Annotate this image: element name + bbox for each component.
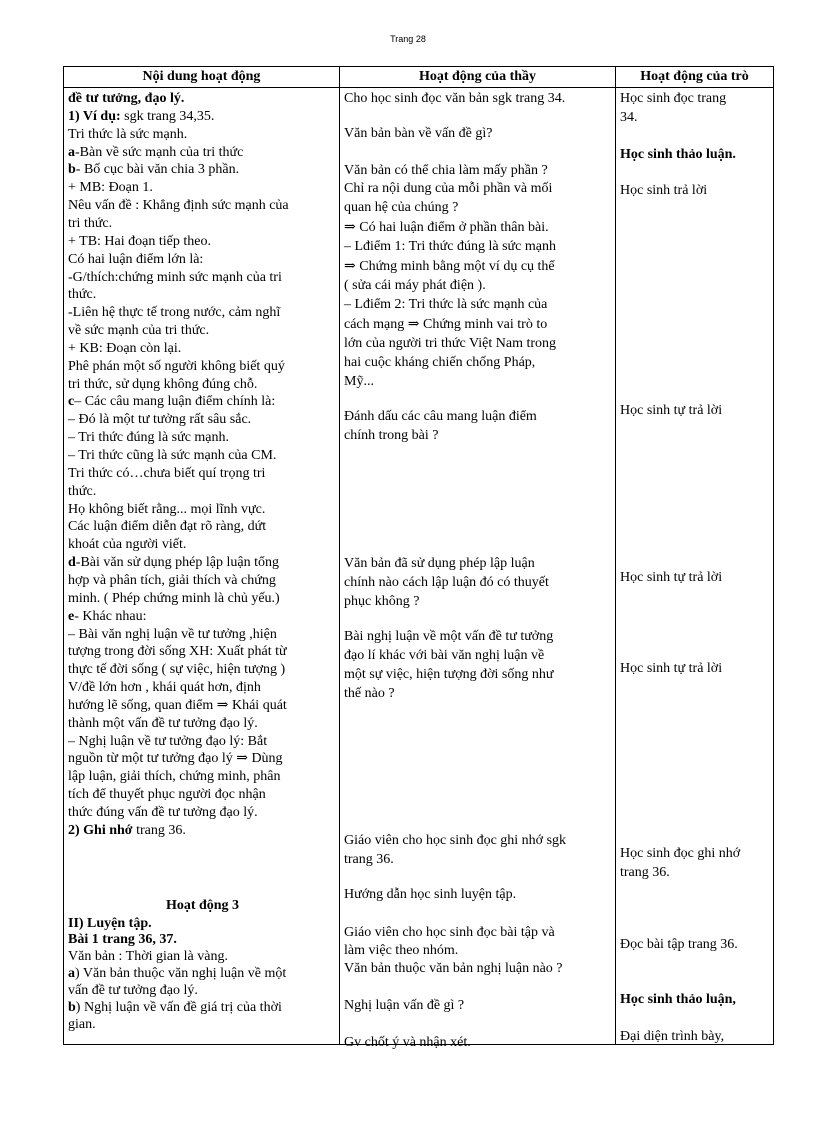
col2-line xyxy=(344,259,613,276)
line-text: – Tri thức đúng là sức mạnh. xyxy=(68,430,230,446)
line-text: Văn bản đã sử dụng phép lập luận xyxy=(344,556,535,571)
line-text: ⇒ Chứng minh bằng một ví dụ cụ thể xyxy=(344,259,555,274)
line-text: Học sinh đọc ghi nhớ xyxy=(620,846,741,861)
col2-line xyxy=(344,852,613,869)
col1-line xyxy=(68,805,337,822)
line-text: – Bài văn nghị luận về tư tưởng ,hiện xyxy=(68,626,277,642)
col2-line xyxy=(344,91,613,108)
col1-line xyxy=(68,287,337,304)
line-text: c xyxy=(68,394,75,410)
col1-line xyxy=(68,591,337,608)
line-text: 1) Ví dụ: xyxy=(68,108,121,124)
col2-line xyxy=(344,428,613,445)
line-text: Học sinh tự trả lời xyxy=(620,661,723,676)
col2-line xyxy=(344,556,613,573)
line-text: Giáo viên cho học sinh đọc bài tập và xyxy=(344,925,555,940)
line-text: – Nghị luận về tư tưởng đạo lý: Bắt xyxy=(68,733,268,749)
line-text: đạo lí khác với bài văn nghị luận về xyxy=(344,648,545,663)
line-text: Học sinh tự trả lời xyxy=(620,403,723,418)
line-text-rest: -Bàn về sức mạnh của tri thức xyxy=(75,144,244,160)
line-text: tri thức. xyxy=(68,215,113,231)
line-text: Hoạt động 3 xyxy=(165,898,240,913)
line-text: tri thức, sử dụng không đúng chỗ. xyxy=(68,376,258,392)
line-text: Cho học sinh đọc văn bản sgk trang 34. xyxy=(344,91,566,106)
col1-line xyxy=(68,734,337,751)
col2-line xyxy=(344,220,613,237)
line-text: lớn của người tri thức Việt Nam trong xyxy=(344,336,557,351)
col1-line xyxy=(68,430,337,447)
col1-line xyxy=(68,537,337,554)
line-text: Đại diện trình bày, xyxy=(620,1029,725,1044)
col1-line xyxy=(68,1000,337,1017)
col1-line xyxy=(68,270,337,287)
line-text: thức đúng vấn đề tư tưởng đạo lý. xyxy=(68,805,258,820)
col1-line xyxy=(68,91,337,108)
line-text: thành một vấn đề tư tưởng đạo lý. xyxy=(68,715,258,731)
line-text: – Lđiểm 1: Tri thức đúng là sức mạnh xyxy=(344,239,556,254)
header-student: Hoạt động của trò xyxy=(616,67,774,88)
col1-line xyxy=(68,145,337,162)
col1-line xyxy=(68,377,337,394)
line-text: + TB: Hai đoạn tiếp theo. xyxy=(68,233,211,249)
line-text-rest: trang 36. xyxy=(132,822,186,838)
line-text: Bài nghị luận về một vấn đề tư tưởng xyxy=(344,629,554,644)
col1-line xyxy=(68,394,337,411)
line-text: đề tư tưởng, đạo lý. xyxy=(68,91,185,106)
line-text: b xyxy=(68,1000,76,1015)
col2-line xyxy=(344,943,613,960)
col1-line xyxy=(68,1017,337,1034)
line-text: hai cuộc kháng chiến chống Pháp, xyxy=(344,355,536,370)
col1-line xyxy=(68,323,337,340)
line-text: V/đề lớn hơn , khái quát hơn, định xyxy=(68,680,261,696)
col2-line xyxy=(344,126,613,143)
col3-line xyxy=(620,661,771,678)
col2-line xyxy=(344,181,613,198)
line-text-rest: sgk trang 34,35. xyxy=(120,108,215,124)
line-text: thức. xyxy=(68,287,97,303)
line-text: Chỉ ra nội dung của mỗi phần và mối xyxy=(344,181,553,196)
line-text: e xyxy=(68,608,75,624)
line-text: -G/thích:chứng minh sức mạnh của tri xyxy=(68,269,282,285)
col1-line xyxy=(68,359,337,376)
col2-line xyxy=(344,163,613,180)
col1-line xyxy=(68,823,337,840)
line-text: thực tế đời sống ( sự việc, hiện tượng ) xyxy=(68,662,286,678)
line-text-rest: - Khác nhau: xyxy=(74,608,147,624)
line-text: Nêu vấn đề : Khẳng định sức mạnh của xyxy=(68,198,289,214)
line-text: thế nào ? xyxy=(344,686,395,701)
col2-line xyxy=(344,887,613,904)
line-text: d xyxy=(68,555,76,571)
line-text: + MB: Đoạn 1. xyxy=(68,180,153,196)
col1-line xyxy=(68,341,337,358)
col3-line xyxy=(620,1029,771,1046)
col1-line xyxy=(68,162,337,179)
col3-line xyxy=(620,865,771,882)
line-text: trang 36. xyxy=(620,865,670,880)
col1-line xyxy=(68,627,337,644)
line-text: Bài 1 trang 36, 37. xyxy=(68,932,177,947)
line-text: khoát của người viết. xyxy=(68,537,187,553)
col1-line xyxy=(68,698,337,715)
line-text-rest: ) Văn bản thuộc văn nghị luận về một xyxy=(75,966,287,981)
line-text: II) Luyện tập. xyxy=(68,916,152,931)
col1-line xyxy=(68,484,337,501)
table-header-row xyxy=(64,67,774,88)
student-column xyxy=(616,88,774,1045)
line-text: chính nào cách lập luận đó có thuyết xyxy=(344,575,549,590)
col1-line xyxy=(68,983,337,1000)
line-text: vấn đề tư tưởng đạo lý. xyxy=(68,983,198,998)
col3-line xyxy=(620,992,771,1009)
line-text-rest: ) Nghị luận về vấn đề giá trị của thời xyxy=(75,1000,282,1015)
col1-line xyxy=(68,898,337,915)
line-text: chính trong bài ? xyxy=(344,428,439,443)
line-text: Nghị luận vấn đề gì ? xyxy=(344,998,465,1013)
line-text: ⇒ Có hai luận điểm ở phần thân bài. xyxy=(344,220,549,235)
col1-line xyxy=(68,216,337,233)
line-text: – Đó là một tư tưởng rất sâu sắc. xyxy=(68,412,252,428)
line-text: minh. ( Phép chứng minh là chủ yếu.) xyxy=(68,590,280,606)
col1-line xyxy=(68,662,337,679)
line-text-rest: -Bài văn sử dụng phép lập luận tổng xyxy=(75,555,279,571)
table-row xyxy=(64,88,774,1045)
lesson-table xyxy=(63,66,774,1050)
line-text: Họ không biết rằng... mọi lĩnh vực. xyxy=(68,501,266,517)
col3-line xyxy=(620,403,771,420)
col2-line xyxy=(344,594,613,611)
line-text: Mỹ... xyxy=(344,374,374,389)
col1-line xyxy=(68,644,337,661)
line-text: thức. xyxy=(68,483,97,499)
col3-line xyxy=(620,147,771,164)
line-text: Có hai luận điểm lớn là: xyxy=(68,251,204,267)
col1-line xyxy=(68,198,337,215)
page-header: Trang 28 xyxy=(390,34,426,44)
col1-line xyxy=(68,519,337,536)
col1-line xyxy=(68,932,337,949)
line-text: a xyxy=(68,144,75,160)
col3-line xyxy=(620,110,771,127)
col1-line xyxy=(68,680,337,697)
col1-line xyxy=(68,787,337,804)
line-text: gian. xyxy=(68,1017,96,1032)
line-text-rest: – Các câu mang luận điểm chính là: xyxy=(74,394,276,410)
col1-line xyxy=(68,769,337,786)
col2-line xyxy=(344,317,613,334)
line-text: nguồn từ một tư tưởng đạo lý ⇒ Dùng xyxy=(68,751,283,767)
col2-line xyxy=(344,355,613,372)
col1-line xyxy=(68,180,337,197)
line-text: Học sinh thảo luận, xyxy=(620,992,736,1007)
col1-line xyxy=(68,916,337,933)
line-text: Giáo viên cho học sinh đọc ghi nhớ sgk xyxy=(344,833,567,848)
col1-line xyxy=(68,966,337,983)
line-text: một sự việc, hiện tượng đời sống như xyxy=(344,667,554,682)
col1-line xyxy=(68,751,337,768)
col2-line xyxy=(344,1035,613,1052)
line-text: làm việc theo nhóm. xyxy=(344,943,459,958)
line-text: b xyxy=(68,162,76,178)
line-text: trang 36. xyxy=(344,852,394,867)
line-text: Tri thức có…chưa biết quí trọng tri xyxy=(68,465,266,481)
col2-line xyxy=(344,575,613,592)
line-text: Gv chốt ý và nhận xét. xyxy=(344,1035,471,1050)
line-text: – Lđiểm 2: Tri thức là sức mạnh của xyxy=(344,297,548,312)
col2-line xyxy=(344,297,613,314)
line-text: lập luận, giải thích, chứng minh, phân xyxy=(68,769,281,785)
line-text: hướng lẽ sống, quan điểm ⇒ Khái quát xyxy=(68,697,287,713)
col1-line xyxy=(68,252,337,269)
col1-line xyxy=(68,109,337,126)
col1-line xyxy=(68,949,337,966)
line-text: tượng trong đời sống XH: Xuất phát từ xyxy=(68,644,287,660)
col2-line xyxy=(344,998,613,1015)
line-text: + KB: Đoạn còn lại. xyxy=(68,340,182,356)
col2-line xyxy=(344,336,613,353)
line-text: Văn bản bàn về vấn đề gì? xyxy=(344,126,493,141)
col2-line xyxy=(344,409,613,426)
content-column xyxy=(64,88,340,1045)
header-teacher: Hoạt động của thầy xyxy=(340,67,616,88)
col3-line xyxy=(620,91,771,108)
line-text: Đọc bài tập trang 36. xyxy=(620,937,738,952)
col2-line xyxy=(344,667,613,684)
line-text: Phê phán một số người không biết quý xyxy=(68,358,285,374)
line-text: tích để thuyết phục người đọc nhận xyxy=(68,787,266,803)
col1-line xyxy=(68,716,337,733)
line-text: cách mạng ⇒ Chứng minh vai trò to xyxy=(344,317,548,332)
col2-line xyxy=(344,629,613,646)
col2-line xyxy=(344,686,613,703)
col1-line xyxy=(68,448,337,465)
col1-line xyxy=(68,609,337,626)
line-text: quan hệ của chúng ? xyxy=(344,200,459,215)
col1-line xyxy=(68,305,337,322)
col3-line xyxy=(620,937,771,954)
col2-line xyxy=(344,200,613,217)
col2-line xyxy=(344,833,613,850)
line-text: 34. xyxy=(620,110,638,125)
col2-line xyxy=(344,239,613,256)
col3-line xyxy=(620,183,771,200)
header-content: Nội dung hoạt động xyxy=(64,67,340,88)
col1-line xyxy=(68,555,337,572)
line-text: – Tri thức cũng là sức mạnh của CM. xyxy=(68,448,277,463)
col2-line xyxy=(344,925,613,942)
line-text: Văn bản có thể chia làm mấy phần ? xyxy=(344,163,548,178)
col3-line xyxy=(620,570,771,587)
col1-line xyxy=(68,127,337,144)
line-text: Văn bản thuộc văn bản nghị luận nào ? xyxy=(344,961,563,976)
line-text: Tri thức là sức mạnh. xyxy=(68,126,188,142)
line-text: Hướng dẫn học sinh luyện tập. xyxy=(344,887,517,902)
col1-line xyxy=(68,466,337,483)
line-text-rest: - Bố cục bài văn chia 3 phần. xyxy=(75,162,240,178)
col1-line xyxy=(68,234,337,251)
teacher-column xyxy=(340,88,616,1050)
line-text: Học sinh đọc trang xyxy=(620,91,727,106)
col1-line xyxy=(68,502,337,519)
line-text: về sức mạnh của tri thức. xyxy=(68,323,210,339)
line-text: Đánh dấu các câu mang luận điểm xyxy=(344,409,537,424)
col2-line xyxy=(344,961,613,978)
col1-line xyxy=(68,412,337,429)
line-text: Học sinh trả lời xyxy=(620,183,708,198)
col1-line xyxy=(68,573,337,590)
col2-line xyxy=(344,374,613,391)
col2-line xyxy=(344,648,613,665)
line-text: Văn bản : Thời gian là vàng. xyxy=(68,949,228,964)
line-text: hợp và phân tích, giải thích và chứng xyxy=(68,572,276,588)
line-text: -Liên hệ thực tế trong nước, cảm nghĩ xyxy=(68,305,281,321)
line-text: a xyxy=(68,966,75,981)
line-text: Học sinh tự trả lời xyxy=(620,570,723,585)
line-text: Các luận điểm diễn đạt rõ ràng, dứt xyxy=(68,519,267,535)
line-text: phục không ? xyxy=(344,594,420,609)
line-text: ( sửa cái máy phát điện ). xyxy=(344,278,486,293)
line-text: Học sinh thảo luận. xyxy=(620,147,736,162)
line-text: 2) Ghi nhớ xyxy=(68,822,133,838)
col2-line xyxy=(344,278,613,295)
col3-line xyxy=(620,846,771,863)
